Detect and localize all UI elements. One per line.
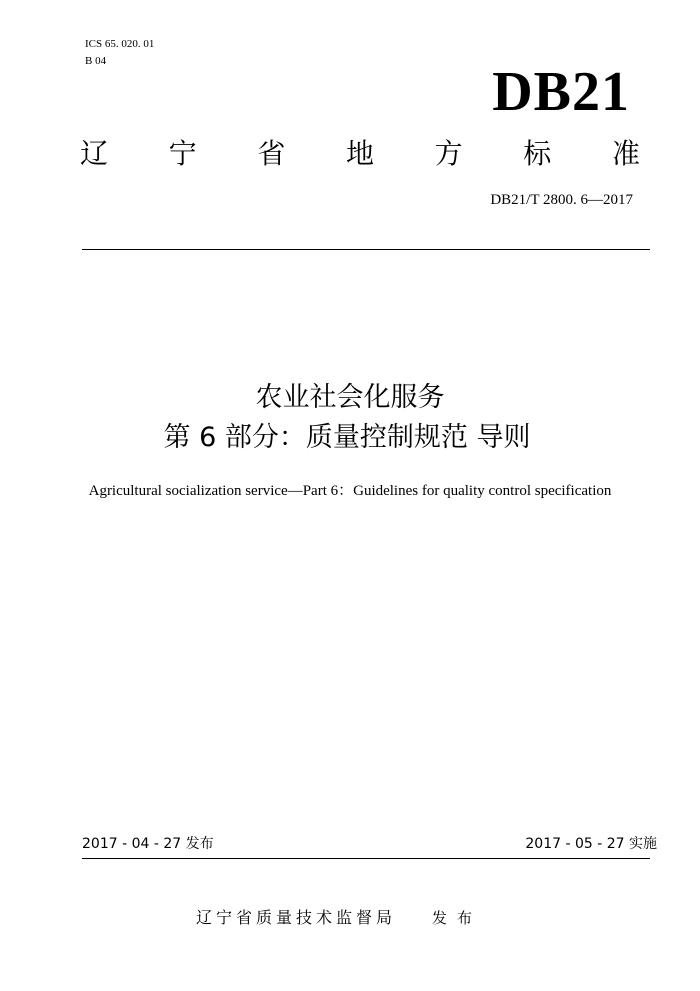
standard-type [80,136,640,172]
title-english: Agricultural socialization service—Part 6：Guidelines for quality control specification [88,483,612,499]
standard-type-char: 宁 [168,137,197,170]
standard-type-char: 省 [257,137,286,170]
top-divider [82,249,650,250]
standard-type-char: 辽 [80,137,109,170]
issue-date: 2017 - 04 - 27 发布 [82,836,214,852]
publish-label: 发布 [432,909,483,927]
issuer-name: 辽宁省质量技术监督局 [196,908,397,927]
title-main: 农业社会化服务 [255,382,445,413]
title-sub: 第 6 部分：质量控制规范 导则 [163,422,531,453]
standard-type-char: 准 [611,137,640,170]
standard-type-char: 地 [345,137,374,170]
bottom-divider [82,858,650,859]
issuer-row [196,906,482,930]
standard-number: DB21/T 2800. 6—2017 [490,192,633,208]
standard-type-char: 标 [523,137,552,170]
db-mark: DB21 [492,61,630,123]
ics-code: ICS 65. 020. 01 [85,38,155,50]
standard-type-char: 方 [434,137,463,170]
implement-date: 2017 - 05 - 27 实施 [525,836,657,852]
ccs-code: B 04 [85,55,107,67]
